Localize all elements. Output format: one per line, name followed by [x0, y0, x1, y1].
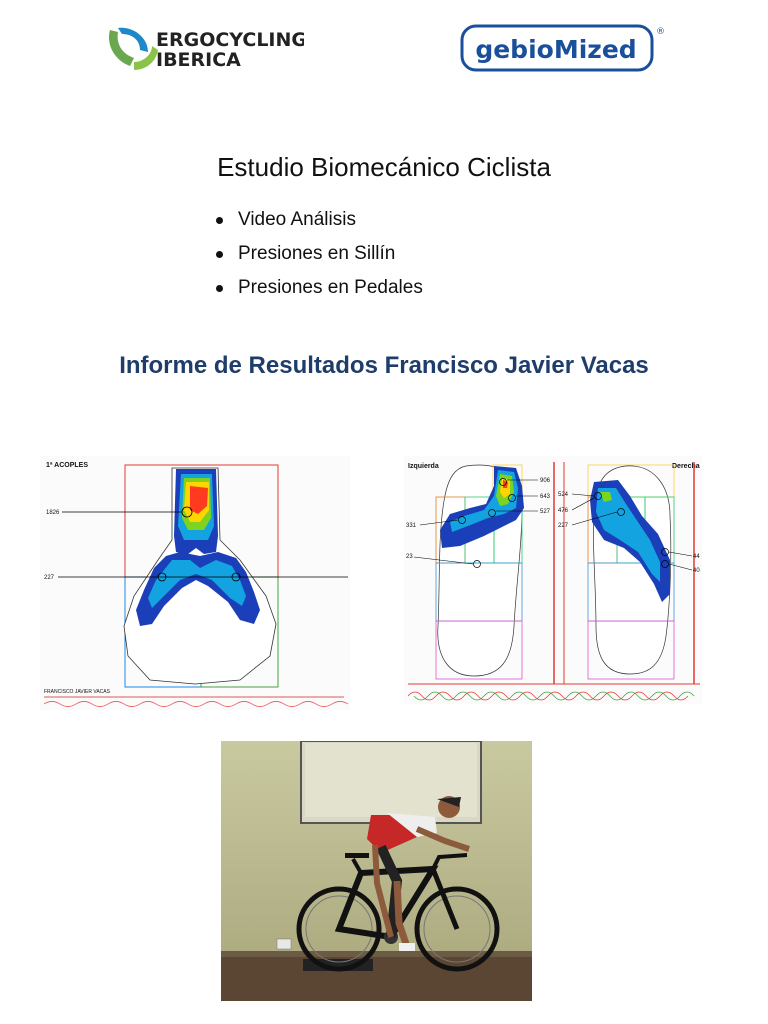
page-title: Estudio Biomecánico Ciclista: [217, 152, 551, 182]
gebio-logo-text: gebioMized: [475, 35, 637, 64]
ergo-logo-line2: IBERICA: [156, 49, 241, 71]
cyclist-photo: [221, 741, 532, 1001]
saddle-map-label: 1ª ACOPLES: [46, 462, 89, 469]
pedal-left-value: 331: [406, 523, 417, 529]
ergocycling-swirl-icon: [104, 22, 304, 74]
saddle-map-footer: FRANCISCO JAVIER VACAS: [44, 689, 110, 695]
topic-list: [214, 206, 423, 308]
list-item: Presiones en Pedales: [214, 274, 423, 308]
pedal-right-value: 476: [558, 508, 569, 514]
pedal-pressure-map: [404, 456, 702, 704]
registered-mark: ®: [656, 27, 665, 37]
ergocycling-logo: [104, 22, 304, 74]
saddle-value-rear: 227: [44, 575, 55, 581]
pedal-right-value: 524: [558, 492, 569, 498]
report-title: Informe de Resultados Francisco Javier Vacas: [119, 352, 649, 379]
pedal-left-label: Izquierda: [408, 463, 439, 470]
pedal-left-value: 23: [406, 554, 413, 560]
pedal-right-value: 40: [693, 568, 700, 574]
pedal-right-label: Derecha: [672, 463, 700, 470]
gebiomized-logo: [460, 22, 670, 74]
pedal-right-value: 227: [558, 523, 569, 529]
pedal-left-value: 527: [540, 509, 551, 515]
list-item: Video Análisis: [214, 206, 423, 240]
list-item: Presiones en Sillín: [214, 240, 423, 274]
pedal-left-value: 906: [540, 478, 551, 484]
saddle-pressure-map: [40, 456, 350, 710]
pedal-right-value: 44: [693, 554, 700, 560]
ergo-logo-line1: ERGOCYCLING: [156, 29, 304, 51]
saddle-value-max: 1826: [46, 510, 60, 516]
pedal-left-value: 643: [540, 494, 551, 500]
